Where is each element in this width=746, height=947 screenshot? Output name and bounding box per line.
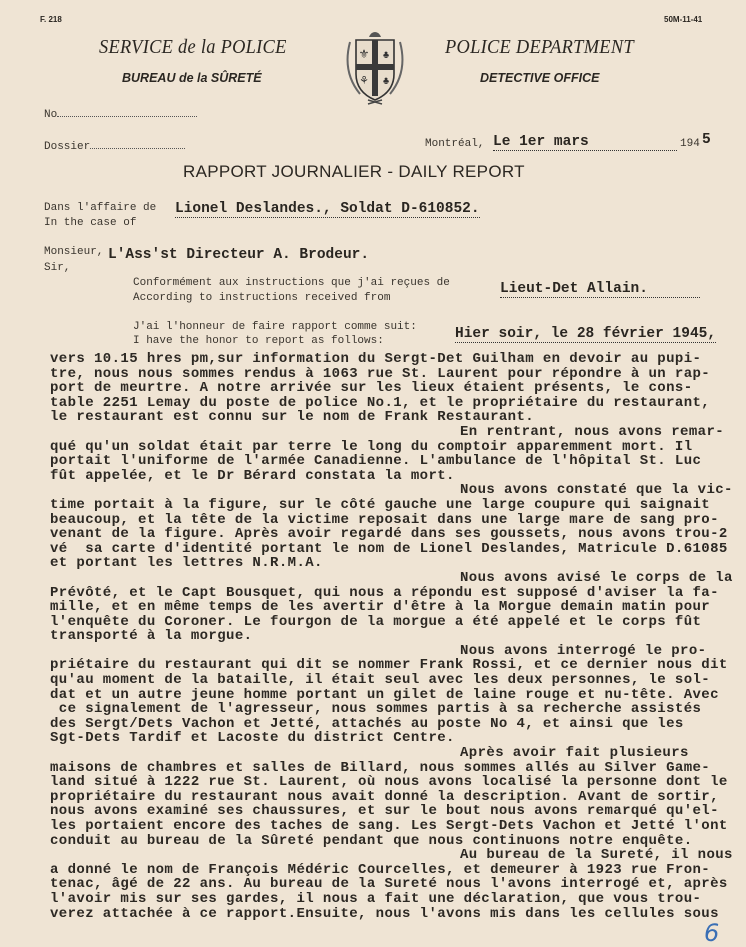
subheader-fr: BUREAU de la SÛRETÉ <box>122 71 262 85</box>
body-line: venant de la figure. Après avoir regardé dans ses goussets, nous avons trou-2 <box>50 526 728 543</box>
print-code: 50M-11-41 <box>664 15 703 24</box>
date-value: Le 1er mars <box>493 134 677 151</box>
header-fr: SERVICE de la POLICE <box>99 36 287 58</box>
dossier-field <box>44 138 185 154</box>
svg-text:⚜: ⚜ <box>358 48 370 62</box>
body-line: Après avoir fait plusieurs <box>460 745 689 762</box>
body-line: qué qu'un soldat était par terre le long du comptoir apparemment mort. Il <box>50 438 693 455</box>
dossier-label: Dossier <box>44 141 91 153</box>
body-line: tenac, âgé de 22 ans. Au bureau de la Sureté nous l'avons interrogé et, après <box>50 876 728 893</box>
instructions-fr: Conformément aux instructions que j'ai reçues de <box>133 277 450 289</box>
body-line: fût appelée, et le Dr Bérard constata la mort. <box>50 467 455 484</box>
body-line: En rentrant, nous avons remar- <box>460 423 725 440</box>
instructions-en: According to instructions received from <box>133 292 391 304</box>
body-line: propriétaire du restaurant nous avait donné la description. Avant de sortir, <box>50 788 719 805</box>
body-line: priétaire du restaurant qui dit se nommer Frank Rossi, et ce dernier nous dit <box>50 657 728 674</box>
no-label: No <box>44 109 58 121</box>
case-value: Lionel Deslandes., Soldat D-610852. <box>175 201 480 217</box>
case-label-en: In the case of <box>44 217 137 229</box>
svg-text:♣: ♣ <box>382 76 390 88</box>
body-line: Nous avons interrogé le pro- <box>460 642 707 659</box>
body-line: portait l'uniforme de l'armée Canadienne. L'ambulance de l'hôpital St. Luc <box>50 453 702 470</box>
body-line: l'enquête du Coroner. Le fourgon de la morgue a été appelé et le corps fût <box>50 613 702 630</box>
instructions-from: Lieut-Det Allain. <box>500 281 700 298</box>
year-suffix: 5 <box>702 132 711 148</box>
body-line: vers 10.15 hres pm,sur information du Sergt-Det Guilham en devoir au pupi- <box>50 351 702 367</box>
subheader-en: DETECTIVE OFFICE <box>480 71 600 85</box>
body-line: beaucoup, et la tête de la victime reposait dans une large mare de sang pro- <box>50 511 719 528</box>
body-line: table 2251 Lemay du poste de police No.1, et le propriétaire du restaurant, <box>50 394 711 411</box>
body-line: Nous avons constaté que la vic- <box>460 482 733 499</box>
body-line: des Sergt/Dets Vachon et Jetté, attachés au poste No 4, et ainsi que les <box>50 715 684 732</box>
body-line: maisons de chambres et salles de Billard, nous sommes allés au Silver Game- <box>50 759 711 776</box>
report-en: I have the honor to report as follows: <box>133 335 384 347</box>
body-line: transporté à la morgue. <box>50 628 253 645</box>
salutation-en: Sir, <box>44 262 71 274</box>
report-fr: J'ai l'honneur de faire rapport comme suit: <box>133 321 417 333</box>
body-line: vé sa carte d'identité portant le nom de Lionel Deslandes, Matricule D.61085 <box>50 540 728 557</box>
addressee: L'Ass'st Directeur A. Brodeur. <box>108 247 370 263</box>
body-line: nous avons examiné ses chaussures, et sur le bout nous avons remarqué qu'el- <box>50 803 719 820</box>
report-body <box>50 352 740 921</box>
case-label-fr: Dans l'affaire de <box>44 202 157 214</box>
report-title: RAPPORT JOURNALIER - DAILY REPORT <box>183 162 525 181</box>
body-line: Au bureau de la Sureté, il nous <box>460 847 733 864</box>
body-line: tre, nous nous sommes rendus à 1063 rue St. Laurent pour répondre à un rap- <box>50 365 711 382</box>
body-line: a donné le nom de François Médéric Courcelles, et demeurer à 1923 rue Fron- <box>50 861 711 878</box>
body-line: mille, et en même temps de les avertir d'être à la Morgue demain matin pour <box>50 599 711 616</box>
body-line: Prévôté, et le Capt Bousquet, qui nous a répondu est supposé d'aviser la fa- <box>50 584 719 601</box>
body-line: qu'au moment de la bataille, il était seul avec les deux personnes, le sol- <box>50 672 711 689</box>
header-en: POLICE DEPARTMENT <box>445 36 634 58</box>
body-line: et portant les lettres N.R.M.A. <box>50 555 323 572</box>
body-line: les portaient encore des taches de sang. Les Sergt-Dets Vachon et Jetté l'ont <box>50 818 728 834</box>
body-line: port de meurtre. A notre arrivée sur les lieux étaient présents, le cons- <box>50 380 693 397</box>
body-line: l'avoir mis sur ses gardes, il nous a fait une déclaration, que vous trou- <box>50 890 702 907</box>
body-line: le restaurant est connu sur le nom de Frank Restaurant. <box>50 409 535 426</box>
svg-text:♣: ♣ <box>382 50 390 62</box>
body-line: Nous avons avisé le corps de la <box>460 569 733 586</box>
salutation-fr: Monsieur, <box>44 246 104 258</box>
report-start: Hier soir, le 28 février 1945, <box>455 326 717 342</box>
body-line: conduit au bureau de la Sûreté pendant que nous continuons notre enquête. <box>50 832 693 849</box>
year-prefix: 194 <box>680 138 700 150</box>
city-label: Montréal, <box>425 138 485 150</box>
body-line: Sgt-Dets Tardif et Lacoste du district Centre. <box>50 730 455 747</box>
date-field <box>425 138 484 151</box>
body-line: land situé à 1222 rue St. Laurent, où nous avons localisé la personne dont le <box>50 774 728 791</box>
form-number: F. 218 <box>40 15 62 24</box>
body-line: ce signalement de l'agresseur, nous sommes partis à sa recherche assistés <box>50 701 702 718</box>
svg-text:⚘: ⚘ <box>359 76 369 88</box>
body-line: time portait à la figure, sur le côté gauche une large coupure qui saignait <box>50 496 711 513</box>
no-field <box>44 106 197 122</box>
coat-of-arms-icon <box>340 28 410 106</box>
page-mark: 6 <box>704 919 720 947</box>
body-line: dat et un autre jeune homme portant un gilet de laine rouge et nu-tête. Avec <box>50 686 719 703</box>
body-line: verez attachée à ce rapport.Ensuite, nous l'avons mis dans les cellules sous <box>50 905 719 922</box>
